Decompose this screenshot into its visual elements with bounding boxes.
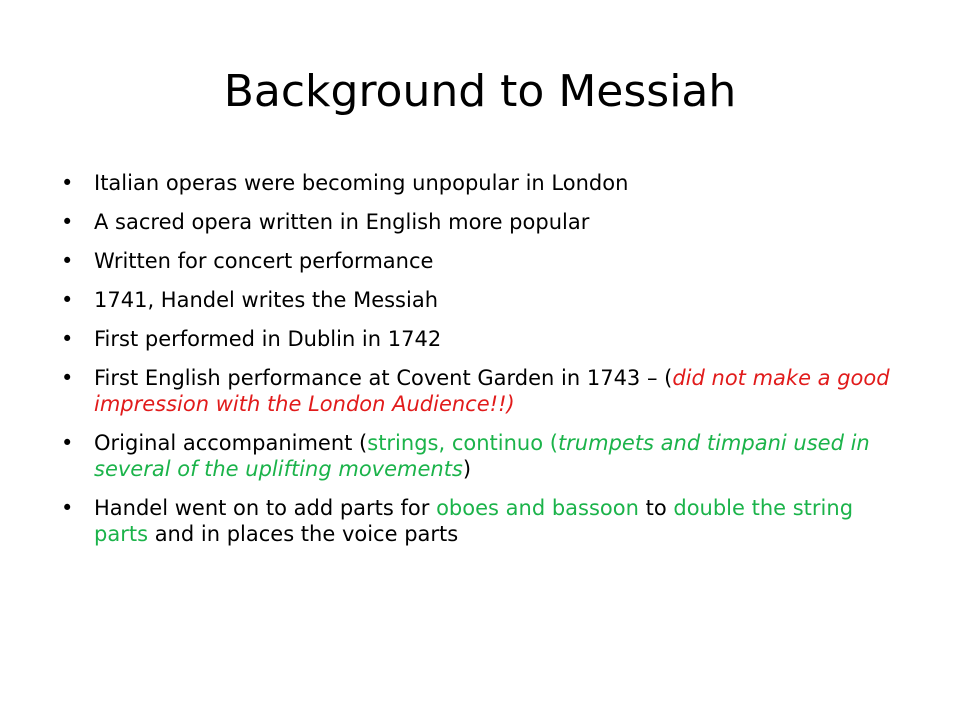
bullet-green-text: strings, continuo (	[367, 431, 558, 455]
bullet-red-note: did not make a good impression with the London Audience!!)	[94, 366, 890, 416]
bullet-item-2	[60, 209, 900, 235]
bullet-text: )	[462, 457, 472, 481]
bullet-text: Handel went on to add parts for	[94, 496, 437, 520]
bullet-icon: •	[61, 288, 74, 312]
bullet-icon: •	[61, 171, 74, 195]
bullet-list	[60, 170, 900, 560]
bullet-item-8	[60, 495, 900, 547]
bullet-item-5	[60, 326, 900, 352]
bullet-icon: •	[61, 366, 74, 390]
bullet-text: First English performance at Covent Garden in 1743 – (	[94, 366, 673, 390]
bullet-green-italic-text: trumpets and timpani used in several of the uplifting movements	[94, 431, 870, 481]
slide-title: Background to Messiah	[223, 66, 737, 117]
bullet-text: Italian operas were becoming unpopular in London	[94, 171, 629, 195]
bullet-icon: •	[61, 210, 74, 234]
bullet-item-1	[60, 170, 900, 196]
bullet-text: A sacred opera written in English more popular	[94, 210, 590, 234]
bullet-text: to	[638, 496, 674, 520]
bullet-icon: •	[61, 431, 74, 455]
bullet-text: First performed in Dublin in 1742	[94, 327, 442, 351]
bullet-icon: •	[61, 327, 74, 351]
bullet-text: Written for concert performance	[94, 249, 434, 273]
bullet-text: Original accompaniment (	[94, 431, 368, 455]
bullet-icon: •	[61, 496, 74, 520]
bullet-text: 1741, Handel writes the Messiah	[94, 288, 439, 312]
bullet-item-3	[60, 248, 900, 274]
bullet-item-4	[60, 287, 900, 313]
bullet-icon: •	[61, 249, 74, 273]
bullet-green-text: double the string parts	[94, 496, 854, 546]
bullet-item-7	[60, 430, 900, 482]
bullet-green-text: oboes and bassoon	[436, 496, 639, 520]
bullet-item-6	[60, 365, 900, 417]
bullet-text: and in places the voice parts	[148, 522, 459, 546]
